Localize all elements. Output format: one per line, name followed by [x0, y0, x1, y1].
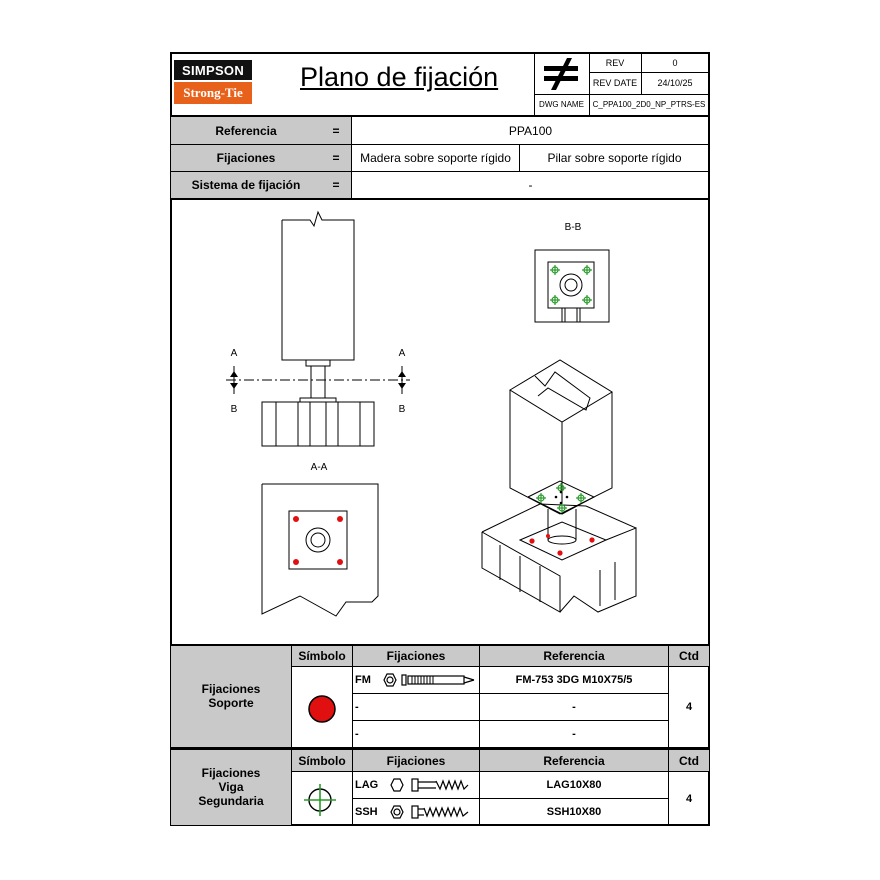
rev-value: 0: [672, 57, 678, 68]
cut-label-a: A: [398, 348, 406, 359]
referencia-label: Referencia: [215, 123, 277, 138]
equals-sign: =: [332, 150, 340, 165]
sistema-value: -: [528, 177, 533, 192]
referencia-cell: FM-753 3DG M10X75/5: [515, 674, 633, 686]
not-equal-icon: [540, 56, 584, 92]
dwg-name-label: DWG NAME: [539, 99, 584, 109]
referencia-cell: LAG10X80: [546, 779, 602, 791]
rev-label: REV: [605, 57, 625, 68]
screw-mark: [582, 295, 592, 305]
referencia-cell: -: [572, 728, 576, 740]
fijaciones-label: Fijaciones: [216, 150, 276, 165]
equals-sign: =: [332, 123, 340, 138]
section-aa-label: A-A: [310, 462, 328, 473]
equals-sign: =: [332, 177, 340, 192]
dwg-name-value: C_PPA100_2D0_NP_PTRS-ES: [592, 99, 706, 109]
simpson-logo: SIMPSON: [174, 60, 252, 80]
ssh-screw-icon: [388, 803, 478, 821]
col-simbolo: Símbolo: [298, 649, 346, 663]
anchor-dot: [337, 559, 343, 565]
section-bb-label: B-B: [564, 222, 582, 233]
anchor-bolt-icon: [380, 671, 478, 689]
technical-drawing: [171, 200, 709, 644]
col-fijaciones: Fijaciones: [386, 753, 446, 768]
anchor-dot: [337, 516, 343, 522]
red-filled-circle-icon: [306, 693, 338, 725]
col-referencia: Referencia: [543, 649, 605, 663]
anchor-dot: [557, 550, 562, 555]
post-elevation: [262, 212, 374, 446]
anchor-dot: [529, 538, 534, 543]
anchor-dot: [293, 559, 299, 565]
anchor-dot: [589, 537, 594, 542]
fijacion-code: -: [355, 728, 359, 740]
fijacion-code: LAG: [355, 779, 379, 791]
page-title: Plano de fijación: [300, 62, 499, 92]
referencia-cell: -: [572, 701, 576, 713]
screw-mark: [550, 295, 560, 305]
referencia-cell: SSH10X80: [546, 806, 602, 818]
fijacion-code: FM: [355, 674, 371, 686]
anchor-dot: [546, 534, 550, 538]
sistema-label: Sistema de fijación: [191, 177, 301, 192]
referencia-value: PPA100: [508, 123, 553, 138]
rev-date-value: 24/10/25: [657, 78, 693, 88]
anchor-dot: [293, 516, 299, 522]
col-fijaciones: Fijaciones: [386, 649, 446, 663]
fijaciones-value-1: Madera sobre soporte rígido: [360, 150, 511, 165]
fijaciones-value-2: Pilar sobre soporte rígido: [547, 150, 682, 165]
cut-label-b: B: [398, 404, 406, 415]
col-ctd: Ctd: [679, 753, 699, 768]
lag-screw-icon: [388, 776, 478, 794]
col-ctd: Ctd: [679, 649, 699, 663]
cut-label-a: A: [230, 348, 238, 359]
col-simbolo: Símbolo: [298, 753, 346, 768]
section-bb: [535, 250, 609, 322]
soporte-group-label: Fijaciones Soporte: [201, 682, 261, 710]
strong-tie-logo: Strong-Tie: [174, 82, 252, 104]
screw-mark: [550, 265, 560, 275]
cut-label-b: B: [230, 404, 238, 415]
green-crosshair-circle-icon: [302, 782, 338, 818]
section-aa: [262, 484, 378, 616]
viga-group-label: Fijaciones Viga Segundaria: [198, 766, 264, 808]
fijacion-code: -: [355, 701, 359, 713]
rev-date-label: REV DATE: [592, 78, 638, 88]
ctd-cell: 4: [685, 701, 693, 713]
ctd-cell: 4: [685, 793, 693, 805]
col-referencia: Referencia: [543, 753, 605, 768]
fijacion-code: SSH: [355, 806, 378, 818]
screw-mark: [582, 265, 592, 275]
